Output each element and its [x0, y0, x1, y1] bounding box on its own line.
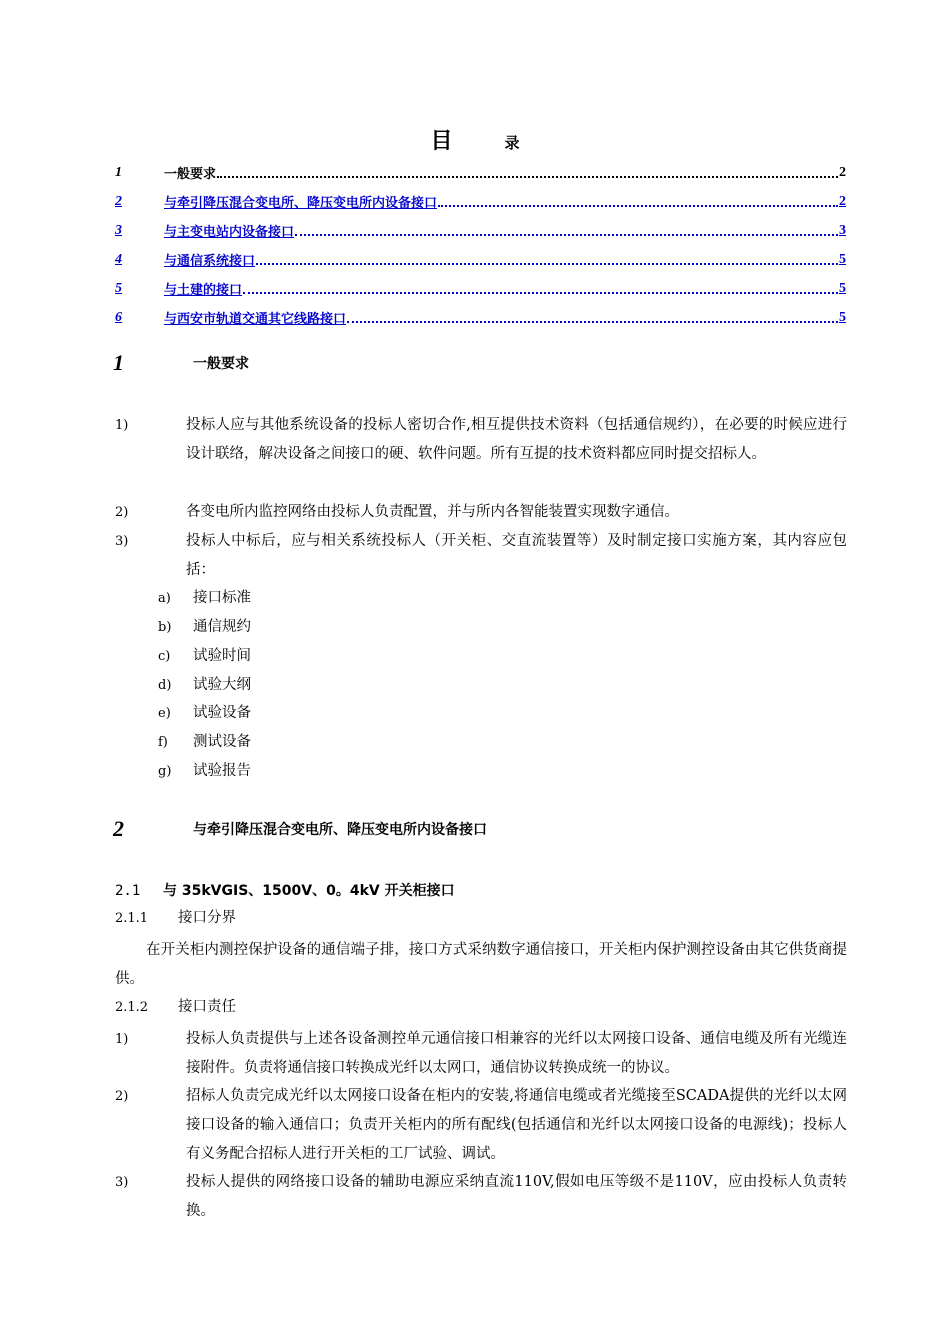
subitem-text: 测试设备	[193, 734, 251, 750]
section-1-subitem-d	[158, 671, 251, 700]
item-text: 招标人负责完成光纤以太网接口设备在柜内的安装,将通信电缆或者光缆接至SCADA提供的光纤以太网接口设备的输入通信口；负责开关柜内的所有配线(包括通信和光纤以太网接口设备的电源线)；投标人有义务配合招标人进行开关柜的工厂试验、调试。	[186, 1088, 847, 1162]
subsection-number: 2.1.1	[115, 911, 149, 926]
section-title: 与牵引降压混合变电所、降压变电所内设备接口	[193, 822, 487, 838]
subitem-label: c)	[158, 649, 171, 664]
toc-title	[0, 124, 950, 155]
section-1-subitem-b	[158, 613, 251, 642]
toc-leader-dots	[243, 292, 838, 294]
toc-entry-number: 2	[115, 193, 122, 209]
toc-entry-title: 与牵引降压混合变电所、降压变电所内设备接口	[164, 196, 438, 211]
subitem-label: f)	[158, 735, 168, 750]
toc-leader-dots	[438, 205, 838, 207]
toc-entry-number: 5	[115, 280, 122, 296]
subsection-2-1-1-paragraph: 在开关柜内测控保护设备的通信端子排，接口方式采纳数字通信接口，开关柜内保护测控设备由其它供货商提供。	[115, 942, 847, 987]
section-1-subitem-e	[158, 699, 251, 728]
section-2-heading	[113, 816, 487, 842]
toc-leader-dots	[347, 321, 838, 323]
toc-entry-number: 3	[115, 222, 122, 238]
subsection-title: 接口分界	[178, 910, 236, 926]
item-label: 2)	[115, 1089, 129, 1104]
item-text: 投标人中标后，应与相关系统投标人（开关柜、交直流装置等）及时制定接口实施方案，其内容应包括：	[186, 533, 847, 578]
subsection-number: 2.1.2	[115, 1000, 149, 1015]
section-number: 1	[113, 350, 124, 375]
subitem-text: 试验大纲	[193, 677, 251, 693]
item-label: 3)	[115, 534, 129, 549]
toc-entry-page: 5	[839, 280, 846, 296]
section-1-subitem-g	[158, 757, 251, 786]
subsection-number: 2.1	[115, 883, 141, 899]
subitem-label: g)	[158, 764, 172, 779]
toc-entry-3[interactable]	[115, 216, 846, 245]
toc-title-char-1: 目	[430, 129, 453, 154]
section-2-item-3	[115, 1168, 847, 1226]
subitem-text: 试验报告	[193, 763, 251, 779]
toc-entry-page: 3	[839, 222, 846, 238]
table-of-contents	[115, 158, 846, 332]
toc-leader-dots	[256, 263, 838, 265]
item-label: 1)	[115, 418, 129, 433]
section-1-heading	[113, 350, 249, 376]
section-2-item-2	[115, 1082, 847, 1169]
item-label: 3)	[115, 1175, 129, 1190]
item-label: 1)	[115, 1032, 129, 1047]
toc-entry-4[interactable]	[115, 245, 846, 274]
subitem-text: 接口标准	[193, 590, 251, 606]
toc-leader-dots	[295, 234, 838, 236]
subsection-title: 与 35kVGIS、1500V、0。4kV 开关柜接口	[163, 883, 455, 899]
section-1-item-1	[115, 411, 847, 469]
item-text: 投标人提供的网络接口设备的辅助电源应采纳直流110V,假如电压等级不是110V，应由投标人负责转换。	[186, 1174, 847, 1219]
toc-entry-5[interactable]	[115, 274, 846, 303]
subitem-text: 通信规约	[193, 619, 251, 635]
subitem-label: a)	[158, 591, 171, 606]
item-text: 投标人负责提供与上述各设备测控单元通信接口相兼容的光纤以太网接口设备、通信电缆及所有光缆连接附件。负责将通信接口转换成光纤以太网口，通信协议转换成统一的协议。	[186, 1031, 847, 1076]
toc-entry-page: 5	[839, 251, 846, 267]
toc-entry-1[interactable]	[115, 158, 846, 187]
subitem-label: d)	[158, 678, 172, 693]
toc-entry-number: 1	[115, 164, 122, 180]
section-1-subitem-c	[158, 642, 251, 671]
subsection-2-1-1-heading	[115, 906, 236, 927]
toc-leader-dots	[217, 176, 838, 178]
subsection-2-1-heading	[115, 880, 455, 900]
item-text: 投标人应与其他系统设备的投标人密切合作,相互提供技术资料（包括通信规约），在必要的时候应进行设计联络，解决设备之间接口的硬、软件问题。所有互提的技术资料都应同时提交招标人。	[186, 417, 847, 462]
section-2-item-1	[115, 1025, 847, 1083]
toc-entry-title: 与土建的接口	[164, 283, 243, 298]
toc-title-char-2: 录	[504, 134, 520, 152]
section-1-item-3	[115, 527, 847, 585]
subitem-label: e)	[158, 706, 171, 721]
toc-entry-page: 2	[839, 193, 846, 209]
subitem-label: b)	[158, 620, 172, 635]
toc-entry-number: 4	[115, 251, 122, 267]
section-1-subitem-a	[158, 584, 251, 613]
toc-entry-title: 一般要求	[164, 167, 217, 182]
toc-entry-6[interactable]	[115, 303, 846, 332]
section-title: 一般要求	[193, 356, 249, 372]
section-number: 2	[113, 816, 124, 841]
section-1-subitem-f	[158, 728, 251, 757]
toc-entry-page: 5	[839, 309, 846, 325]
section-1-item-2	[115, 498, 847, 527]
subitem-text: 试验时间	[193, 648, 251, 664]
item-text: 各变电所内监控网络由投标人负责配置，并与所内各智能装置实现数字通信。	[186, 504, 679, 520]
toc-entry-title: 与西安市轨道交通其它线路接口	[164, 312, 347, 327]
toc-entry-number: 6	[115, 309, 122, 325]
toc-entry-title: 与主变电站内设备接口	[164, 225, 295, 240]
subsection-2-1-2-heading	[115, 995, 236, 1016]
toc-entry-page: 2	[839, 164, 846, 180]
item-label: 2)	[115, 505, 129, 520]
toc-entry-2[interactable]	[115, 187, 846, 216]
toc-entry-title: 与通信系统接口	[164, 254, 256, 269]
subitem-text: 试验设备	[193, 705, 251, 721]
subsection-title: 接口责任	[178, 999, 236, 1015]
